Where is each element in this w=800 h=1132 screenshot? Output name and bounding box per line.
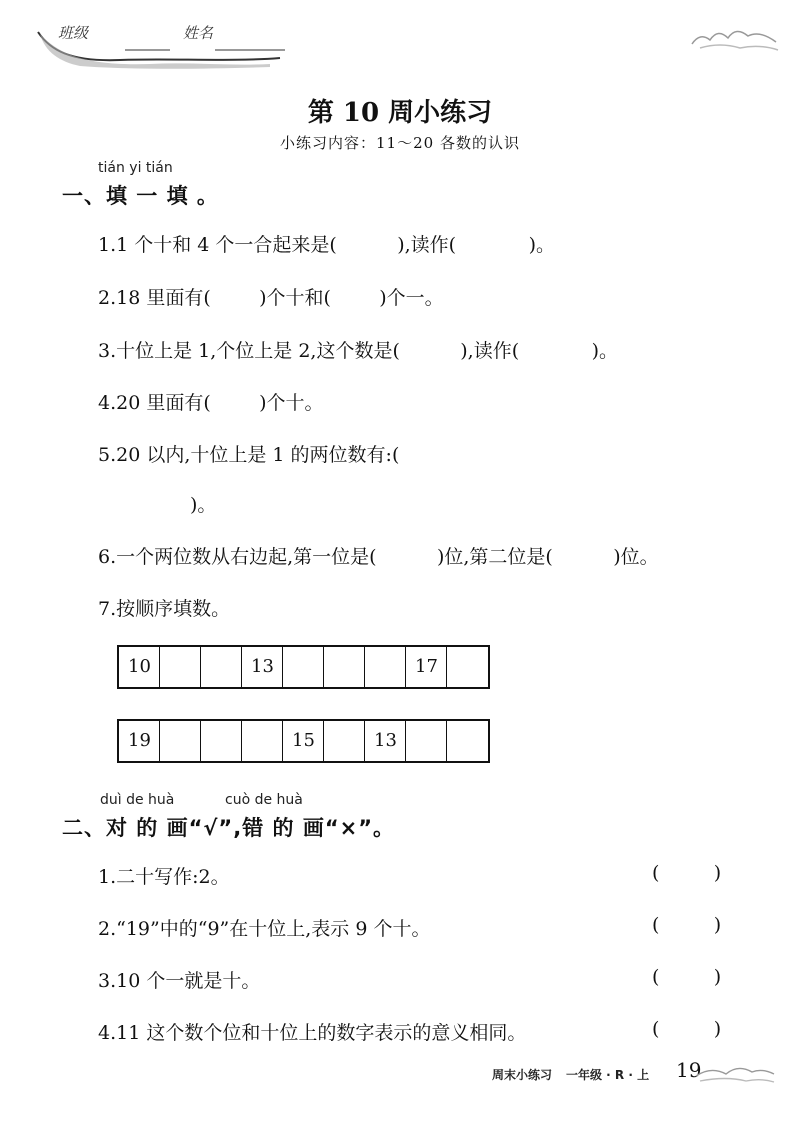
question-1-5-continuation: )。 [190, 494, 217, 516]
question-2-4: 4.11 这个数个位和十位上的数字表示的意义相同。 [98, 1022, 527, 1044]
grid-cell[interactable] [283, 647, 324, 687]
answer-paren-2-2[interactable]: ( ) [652, 914, 722, 936]
grid-cell[interactable] [447, 647, 488, 687]
question-1-7: 7.按顺序填数。 [98, 598, 231, 620]
section2-pinyin-correct: duì de huà [100, 792, 175, 808]
grid-cell[interactable] [447, 721, 488, 761]
grid-cell[interactable] [201, 721, 242, 761]
grid-cell: 15 [283, 721, 324, 761]
section1-pinyin: tián yi tián [98, 160, 173, 176]
section2-pinyin-wrong: cuò de huà [225, 792, 303, 808]
mountain-decoration-icon [690, 22, 780, 58]
grid-cell: 10 [119, 647, 160, 687]
grid-cell[interactable] [406, 721, 447, 761]
question-1-6: 6.一个两位数从右边起,第一位是( )位,第二位是( )位。 [98, 546, 659, 568]
grid-cell: 13 [242, 647, 283, 687]
grid-cell[interactable] [242, 721, 283, 761]
question-2-3: 3.10 个一就是十。 [98, 970, 261, 992]
grid-cell[interactable] [324, 647, 365, 687]
page-number: 19 [676, 1058, 702, 1082]
footer-grade: 一年级 · R · 上 [566, 1068, 650, 1082]
grid-cell: 13 [365, 721, 406, 761]
number-grid-2 [117, 719, 490, 763]
class-label: 班级 [58, 24, 89, 42]
section2-heading: 二、对 的 画“√”,错 的 画“×”。 [62, 816, 396, 840]
grid-cell[interactable] [365, 647, 406, 687]
question-1-1: 1.1 个十和 4 个一合起来是( ),读作( )。 [98, 234, 555, 256]
grid-cell[interactable] [201, 647, 242, 687]
question-1-3: 3.十位上是 1,个位上是 2,这个数是( ),读作( )。 [98, 340, 619, 362]
grid-cell[interactable] [324, 721, 365, 761]
answer-paren-2-1[interactable]: ( ) [652, 862, 722, 884]
question-2-2: 2.“19”中的“9”在十位上,表示 9 个十。 [98, 918, 431, 940]
question-1-4: 4.20 里面有( )个十。 [98, 392, 324, 414]
grid-cell: 17 [406, 647, 447, 687]
footer-mountain-decoration-icon [666, 1054, 776, 1088]
question-1-2: 2.18 里面有( )个十和( )个一。 [98, 287, 444, 309]
name-label: 姓名 [183, 24, 214, 42]
footer-book-name: 周末小练习 [492, 1068, 553, 1082]
page-subtitle: 小练习内容：11～20 各数的认识 [280, 134, 520, 152]
page-title: 第 10 周小练习 [307, 98, 493, 128]
section1-heading: 一、填 一 填 。 [62, 184, 219, 208]
question-1-5: 5.20 以内,十位上是 1 的两位数有:( [98, 444, 400, 466]
grid-cell[interactable] [160, 721, 201, 761]
grid-cell: 19 [119, 721, 160, 761]
answer-paren-2-3[interactable]: ( ) [652, 966, 722, 988]
answer-paren-2-4[interactable]: ( ) [652, 1018, 722, 1040]
number-grid-1 [117, 645, 490, 689]
grid-cell[interactable] [160, 647, 201, 687]
question-2-1: 1.二十写作:2。 [98, 866, 230, 888]
